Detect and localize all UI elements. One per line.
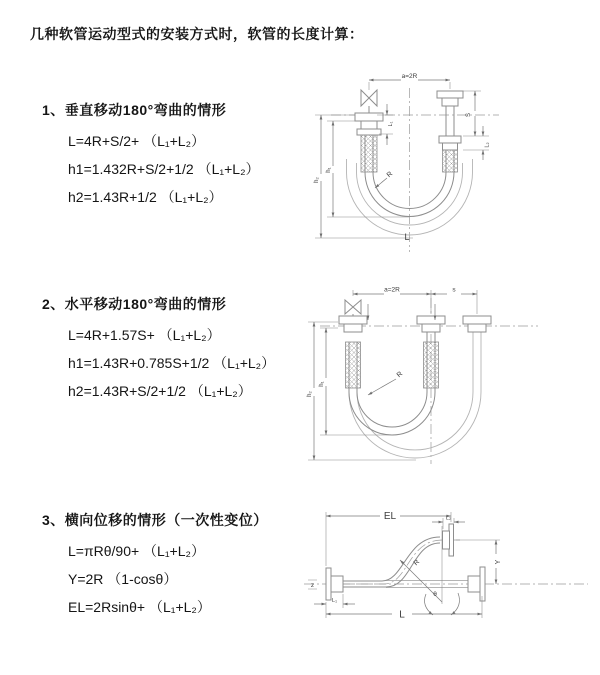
section-1-heading: 1、垂直移动180°弯曲的情形 [42, 102, 227, 118]
radius-label: R [412, 558, 422, 568]
dim-l2 [463, 126, 491, 160]
section-1 [42, 100, 260, 211]
dim-label-s: s [452, 286, 456, 294]
left-end-fitting [339, 316, 367, 388]
dim-s [431, 287, 477, 295]
section-2-heading: 2、水平移动180°弯曲的情形 [42, 296, 227, 312]
formula-line: L=4R+S/2+ （L₁+L₂） [68, 133, 206, 149]
page-title: 几种软管运动型式的安装方式时，软管的长度计算： [30, 26, 364, 42]
formula-line: Y=2R （1-cosθ） [68, 571, 178, 587]
right-lower-flange [468, 567, 485, 601]
middle-end-fitting [417, 316, 445, 388]
radius-label: R [395, 370, 405, 380]
dim-l1 [314, 594, 355, 608]
radius-leader [368, 371, 404, 395]
dim-label-a2r: a=2R [401, 73, 418, 80]
formula-line: h1=1.432R+S/2+1/2 （L₁+L₂） [68, 161, 260, 177]
dim-label-l1: L₁ [332, 598, 337, 604]
dim-s [463, 91, 489, 136]
right-end-fitting [437, 91, 463, 172]
radius-leader [375, 171, 394, 188]
valve-icon [345, 300, 361, 316]
dim-label-l: L [399, 609, 405, 621]
dim-label-y: Y [495, 559, 502, 565]
dim-h2 [307, 322, 416, 460]
braid-section [346, 342, 361, 388]
diagram-horizontal-180-bend [300, 276, 590, 474]
right-upper-flange [443, 524, 454, 556]
dim-label-l2: L₂ [484, 142, 491, 148]
dim-label-el: EL [383, 511, 397, 522]
hose-body [343, 537, 440, 587]
formula-line: EL=2Rsinθ+ （L₁+L₂） [68, 599, 211, 615]
braid-section [424, 342, 439, 388]
diagram-vertical-180-bend [303, 60, 588, 260]
dim-label-h2: h₂ [307, 391, 313, 397]
dim-label-l2: L₂ [445, 515, 452, 522]
braid-section [361, 135, 377, 172]
hose-body [349, 332, 435, 435]
diagram-lateral-displacement [296, 496, 600, 660]
dim-label-l1: L₁ [388, 121, 394, 127]
dim-label-s: S [466, 112, 472, 118]
formula-line: h2=1.43R+1/2 （L₁+L₂） [68, 189, 223, 205]
break-mark [308, 580, 317, 589]
dim-label-h2: h₂ [314, 177, 320, 183]
radius-label: R [385, 170, 395, 180]
hose-displaced-position [349, 332, 481, 458]
dim-a-2r [353, 287, 477, 315]
dim-el [326, 511, 451, 566]
dim-label-h1: h₁ [326, 167, 332, 173]
dim-l1 [377, 104, 394, 145]
length-label: L [404, 232, 410, 242]
break-mark-label: z [310, 582, 315, 589]
dim-l [326, 596, 482, 621]
section-3-heading: 3、横向位移的情形（一次性变位） [42, 512, 268, 528]
dim-label-a2r: a=2R [384, 286, 400, 294]
dim-a-2r [369, 73, 450, 90]
braid-section [443, 150, 458, 172]
section-3 [42, 510, 268, 621]
formula-line: L=4R+1.57S+ （L₁+L₂） [68, 327, 221, 343]
angle-label: θ [433, 591, 437, 598]
formula-line: h1=1.43R+0.785S+1/2 （L₁+L₂） [68, 355, 276, 371]
formula-line: h2=1.43R+S/2+1/2 （L₁+L₂） [68, 383, 252, 399]
formula-line: L=πRθ/90+ （L₁+L₂） [68, 543, 205, 559]
section-2 [42, 294, 275, 405]
displaced-end-fitting [463, 316, 491, 332]
left-flange [326, 568, 343, 600]
valve-icon [361, 90, 377, 113]
left-end-fitting [355, 113, 383, 172]
dim-label-h1: h₁ [319, 381, 325, 387]
